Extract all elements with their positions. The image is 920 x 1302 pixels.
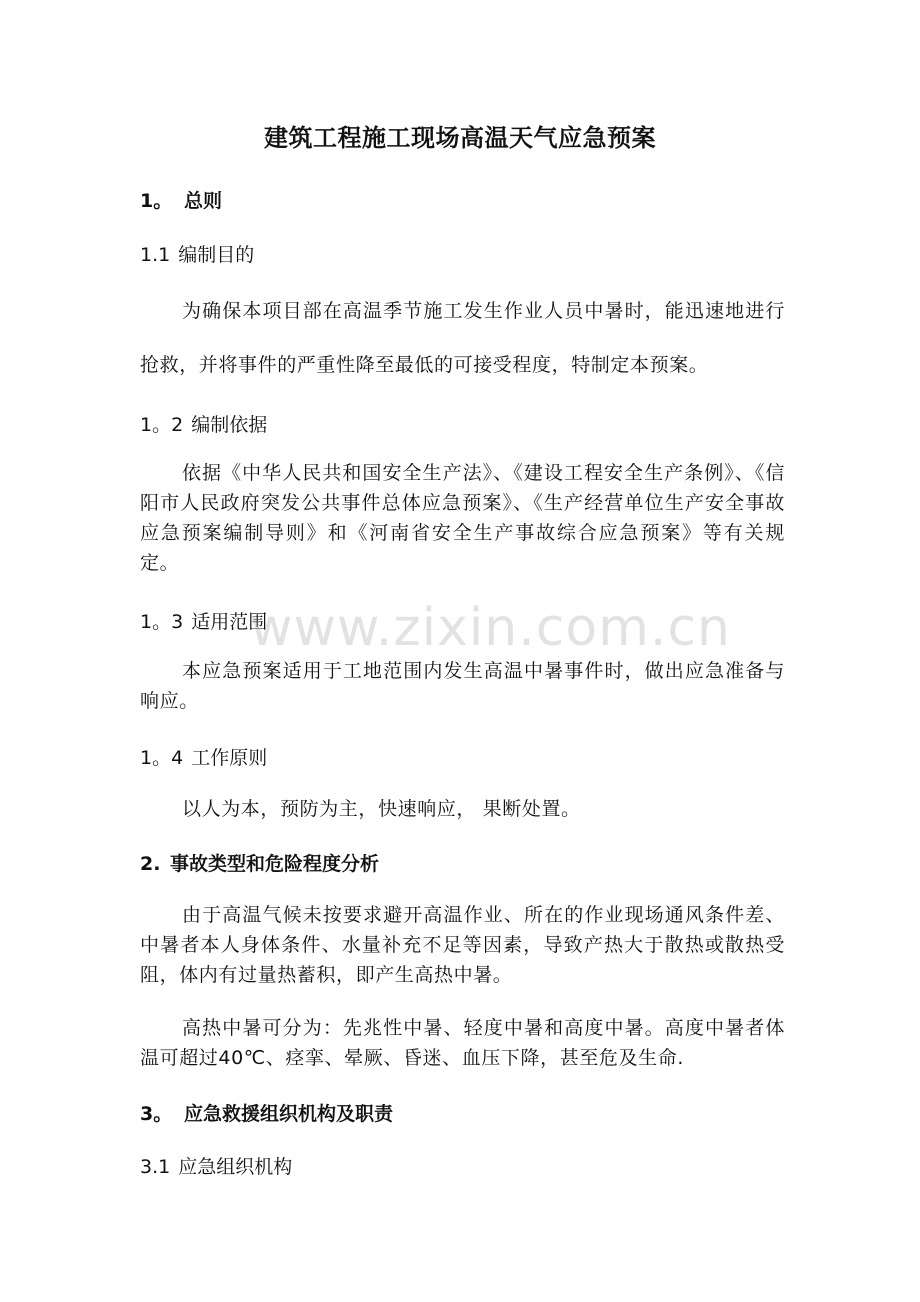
section-3-heading (140, 1099, 785, 1126)
section-1-4-heading (140, 743, 785, 770)
section-number: 1。 (140, 190, 173, 212)
paragraph-heatstroke-levels: 高热中暑可分为：先兆性中暑、轻度中暑和高度中暑。高度中暑者体温可超过40℃、痉挛、晕厥、昏迷、血压下降，甚至危及生命. (140, 1017, 785, 1069)
section-1-2-heading (140, 410, 785, 437)
document-title: 建筑工程施工现场高温天气应急预案 (264, 124, 656, 152)
paragraph-principles: 以人为本，预防为主，快速响应， 果断处置。 (182, 798, 581, 820)
section-title: 总则 (184, 190, 223, 212)
section-number: 1.1 (140, 244, 171, 266)
section-1-heading (140, 186, 785, 213)
section-title: 编制目的 (178, 244, 255, 266)
section-title: 事故类型和危险程度分析 (170, 853, 380, 875)
section-number: 1。3 (140, 611, 184, 633)
section-title: 适用范围 (191, 611, 268, 633)
section-3-1-heading (140, 1152, 785, 1179)
section-number: 2. (140, 853, 161, 875)
section-title: 应急救援组织机构及职责 (184, 1103, 394, 1125)
section-number: 1。4 (140, 747, 184, 769)
paragraph-purpose: 为确保本项目部在高温季节施工发生作业人员中暑时，能迅速地进行抢救，并将事件的严重性降至最低的可接受程度，特制定本预案。 (140, 300, 785, 376)
section-title: 工作原则 (191, 747, 268, 769)
paragraph-scope: 本应急预案适用于工地范围内发生高温中暑事件时，做出应急准备与响应。 (140, 660, 785, 712)
section-2-heading (140, 849, 785, 876)
section-number: 1。2 (140, 414, 184, 436)
section-title: 应急组织机构 (178, 1156, 293, 1178)
section-number: 3.1 (140, 1156, 171, 1178)
watermark: www.zixin.com.cn (250, 598, 731, 658)
section-1-1-heading (140, 240, 785, 267)
section-number: 3。 (140, 1103, 173, 1125)
paragraph-accident-types: 由于高温气候未按要求避开高温作业、所在的作业现场通风条件差、中暑者本人身体条件、水量补充不足等因素，导致产热大于散热或散热受阻，体内有过量热蓄积，即产生高热中暑。 (140, 904, 785, 986)
paragraph-basis: 依据《中华人民共和国安全生产法》、《建设工程安全生产条例》、《信阳市人民政府突发公共事件总体应急预案》、《生产经营单位生产安全事故应急预案编制导则》和《河南省安全生产事故综合应急预案》等有关规定。 (140, 462, 785, 574)
section-title: 编制依据 (191, 414, 268, 436)
